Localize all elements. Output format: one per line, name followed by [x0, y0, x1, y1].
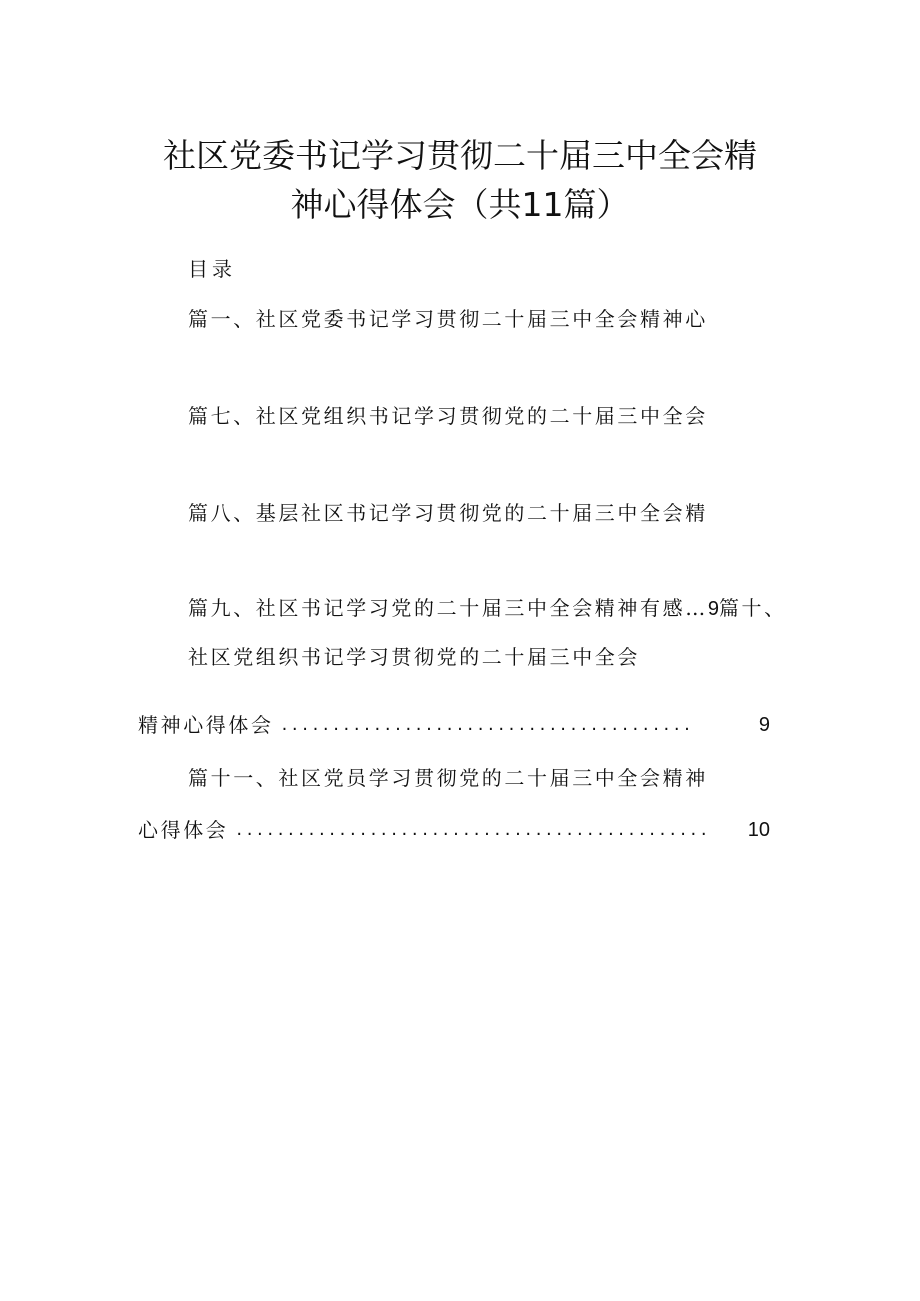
toc-entry-10-line-2[interactable] — [188, 644, 640, 670]
toc-entry-text: 精神心得体会 — [138, 713, 274, 737]
toc-entry-8[interactable] — [188, 500, 708, 526]
toc-entry-text: 篇十一、社区党员学习贯彻党的二十届三中全会精神 — [188, 766, 708, 790]
toc-page-number: 9 — [758, 714, 770, 736]
toc-entry-9[interactable] — [188, 595, 787, 622]
toc-heading: 目录 — [188, 257, 236, 281]
toc-page-number: 10 — [747, 819, 770, 841]
toc-leader: … — [685, 596, 708, 620]
toc-entry-text: 篇八、基层社区书记学习贯彻党的二十届三中全会精 — [188, 501, 708, 525]
toc-entry-10-prefix: 篇十、 — [718, 596, 787, 620]
document-title-line-2: 神心得体会（共11篇） — [290, 185, 630, 224]
toc-leader: .............................................. — [236, 819, 712, 840]
toc-entry-text: 篇七、社区党组织书记学习贯彻党的二十届三中全会 — [188, 404, 708, 428]
toc-entry-text: 篇一、社区党委书记学习贯彻二十届三中全会精神心 — [188, 307, 708, 331]
document-title-line-1: 社区党委书记学习贯彻二十届三中全会精 — [163, 136, 757, 175]
toc-entry-text: 篇九、社区书记学习党的二十届三中全会精神有感 — [188, 596, 686, 620]
toc-entry-11-line-1[interactable] — [188, 765, 708, 791]
toc-entry-7[interactable] — [188, 403, 708, 429]
toc-leader: ........................................ — [281, 714, 695, 735]
toc-entry-10-line-3[interactable] — [138, 712, 770, 738]
toc-entry-text: 心得体会 — [138, 818, 229, 842]
toc-entry-11-line-2[interactable] — [138, 817, 770, 843]
toc-page-number: 9 — [707, 598, 719, 620]
toc-entry-text: 社区党组织书记学习贯彻党的二十届三中全会 — [188, 645, 640, 669]
toc-entry-1[interactable] — [188, 306, 708, 332]
